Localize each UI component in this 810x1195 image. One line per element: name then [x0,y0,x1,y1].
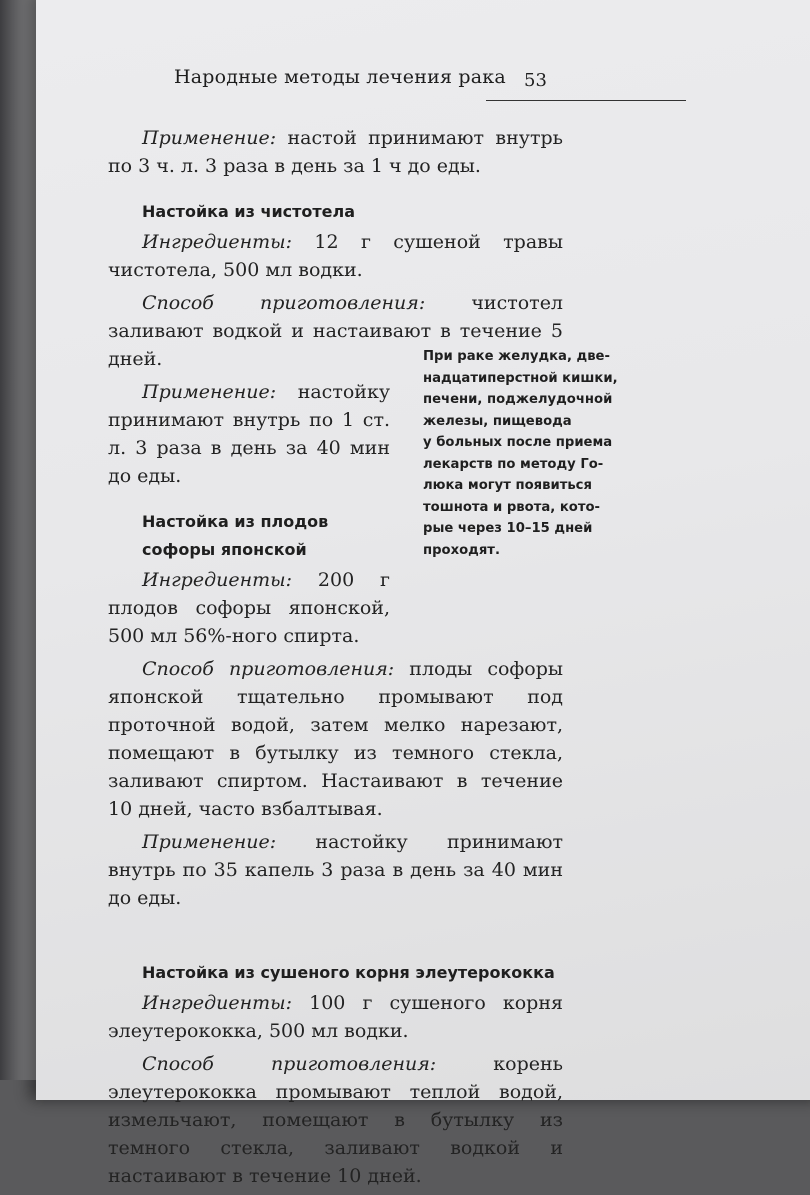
paragraph-ingredients-1 [108,228,563,284]
paragraph-ingredients-2 [108,566,390,650]
sidebar-line: лекарств по методу Го- [423,456,604,472]
paragraph-method-3 [108,1050,563,1190]
sidebar-line: люка могут появиться [423,478,592,493]
sidebar-line: проходят. [423,542,500,558]
section-gap [108,917,563,941]
sidebar-line: рые через 10–15 дней [423,521,593,536]
section-heading-sophora: Настойка из плодов софоры японской [142,512,329,559]
paragraph-text: 100 г сушеного корня элеутерококка, 500 мл водки. [108,992,563,1042]
sidebar-line: При раке желудка, две- [423,349,610,364]
header-title: Народные методы лечения рака [174,66,506,88]
sidebar-line: печени, поджелудочной [423,392,613,407]
section-heading-celandine: Настойка из чистотела [142,202,356,221]
paragraph-label: Применение: [142,127,277,149]
paragraph-text: настой принимают внутрь по 3 ч. л. 3 раза в день за 1 ч до еды. [108,127,563,177]
sidebar-note [423,346,618,561]
section-heading-eleutherococcus: Настойка из сушеного корня элеутерококка [142,963,555,982]
paragraph-text: корень элеутерококка промывают теплой водой, измельчают, помещают в бутылку из темного стекла, заливают водкой и настаивают в течение 10 дней. [108,1053,563,1187]
book-page [36,0,810,1187]
paragraph-text: настойку принимают внутрь по 35 капель 3 раза в день за 40 мин до еды. [108,831,563,909]
paragraph-text: 200 г плодов софоры японской, 500 мл 56%-ного спирта. [108,569,390,647]
paragraph-method-2 [108,655,563,823]
paragraph-label: Способ приготовления: [142,1053,437,1075]
sidebar-line: тошнота и рвота, кото- [423,499,601,515]
paragraph-label: Способ приготовления: [142,292,426,314]
main-text [108,124,563,1195]
paragraph-label: Ингредиенты: [142,231,293,253]
paragraph-label: Применение: [142,831,277,853]
header-rule [486,100,686,101]
paragraph-usage-2 [108,378,390,490]
sidebar-line: у больных после приема [423,435,613,450]
paragraph-label: Ингредиенты: [142,992,293,1014]
paragraph-label: Ингредиенты: [142,569,293,591]
paragraph-text: настойку принимают внутрь по 1 ст. л. 3 раза в день за 40 мин до еды. [108,381,390,487]
paragraph-text: плоды софоры японской тщательно промывают под проточной водой, затем мелко нарезают, помещают в бутылку из темного стекла, заливают спиртом. Настаивают в течение 10 дней, часто взбалтывая. [108,658,563,820]
sidebar-line: надцатиперстной кишки, [423,370,618,386]
paragraph-label: Способ приготовления: [142,658,395,680]
running-header [174,56,694,106]
paragraph-ingredients-3 [108,989,563,1045]
paragraph-usage-3 [108,828,563,912]
paragraph-label: Применение: [142,381,277,403]
sidebar-line: железы, пищевода [423,413,572,429]
paragraph-text: чистотел заливают водкой и настаивают в течение 5 дней. [108,292,564,370]
paragraph-usage-1 [108,124,563,180]
page-number: 53 [524,70,547,91]
paragraph-text: 12 г сушеной травы чистотела, 500 мл водки. [108,231,563,281]
